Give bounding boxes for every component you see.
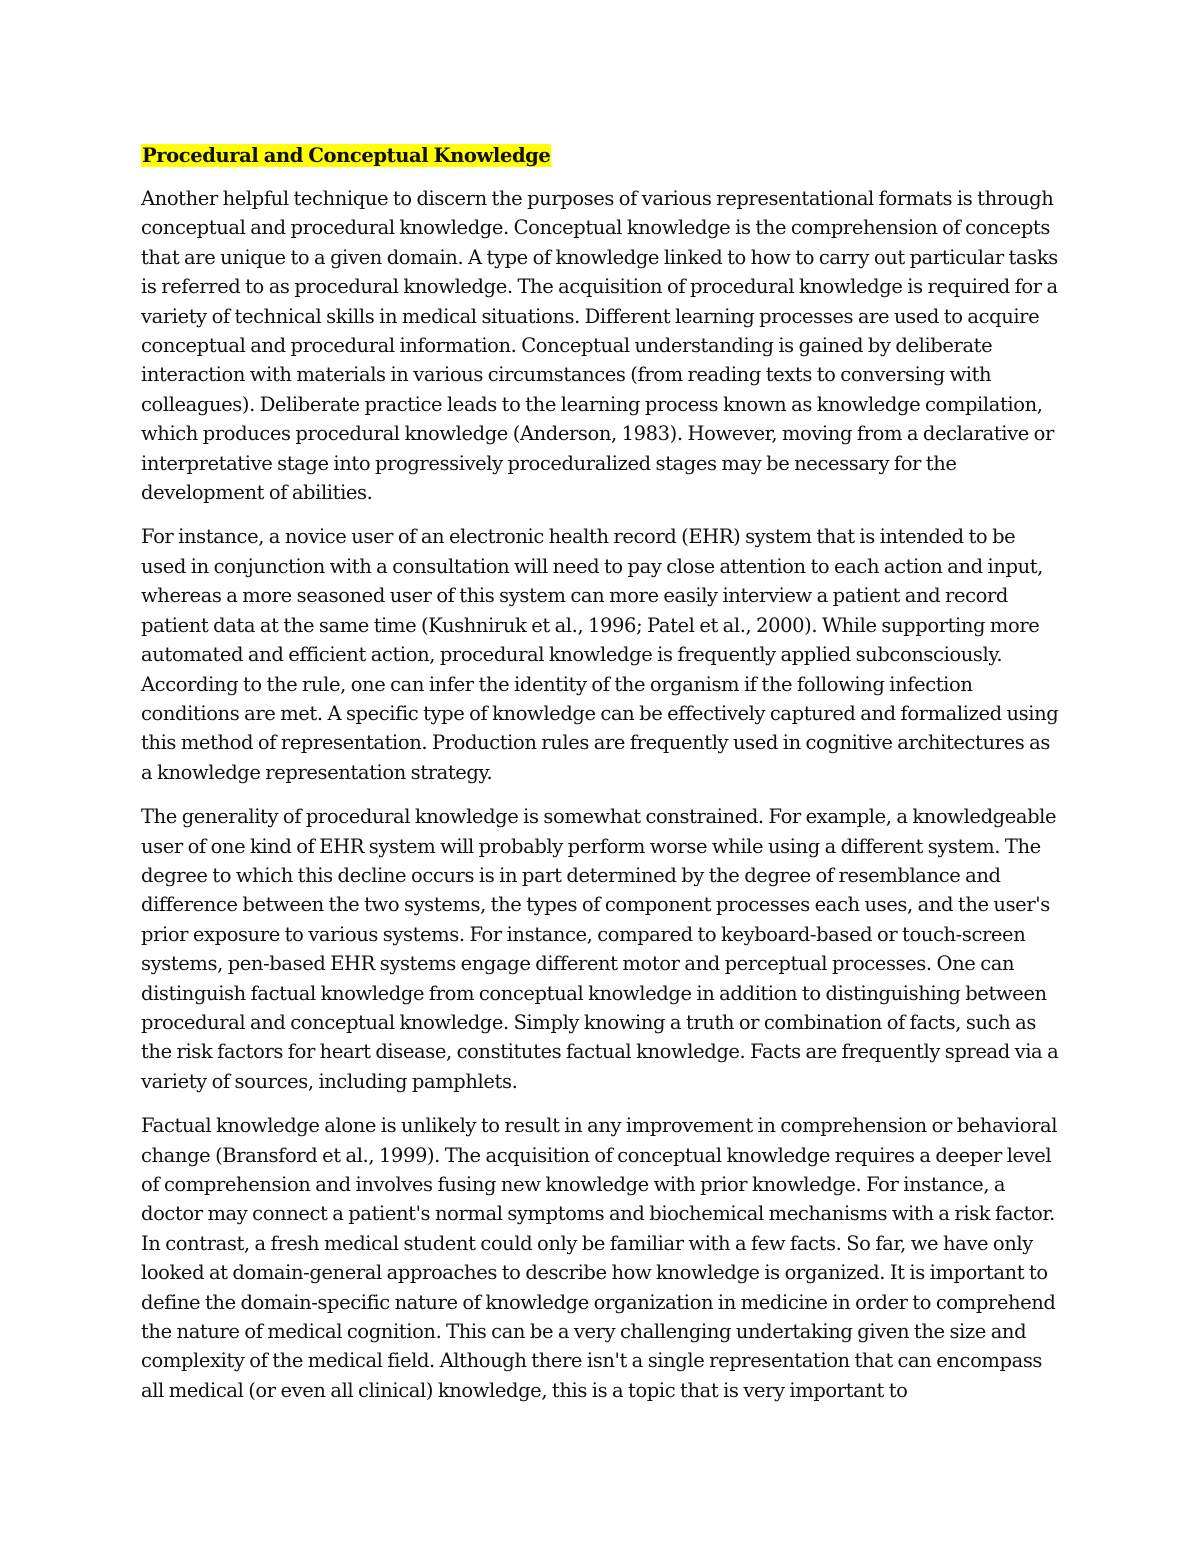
paragraph-2: For instance, a novice user of an electronic health record (EHR) system that is intended to be used in conjunction with a consultation will need to pay close attention to each action and input, whereas a more seasoned user of this system can more easily interview a patient and record patient data at the same time (Kushniruk et al., 1996; Patel et al., 2000). While supporting more automated and efficient action, procedural knowledge is frequently applied subconsciously. According to the rule, one can infer the identity of the organism if the following infection conditions are met. A specific type of knowledge can be effectively captured and formalized using this method of representation. Production rules are frequently used in cognitive architectures as a knowledge representation strategy. bbox=[141, 525, 1059, 784]
paragraph-1: Another helpful technique to discern the purposes of various representational formats is through conceptual and procedural knowledge. Conceptual knowledge is the comprehension of concepts that are unique to a given domain. A type of knowledge linked to how to carry out particular tasks is referred to as procedural knowledge. The acquisition of procedural knowledge is required for a variety of technical skills in medical situations. Different learning processes are used to acquire conceptual and procedural information. Conceptual understanding is gained by deliberate interaction with materials in various circumstances (from reading texts to conversing with colleagues). Deliberate practice leads to the learning process known as knowledge compilation, which produces procedural knowledge (Anderson, 1983). However, moving from a declarative or interpretative stage into progressively proceduralized stages may be necessary for the development of abilities. bbox=[141, 187, 1058, 505]
section-heading-text: Procedural and Conceptual Knowledge bbox=[142, 144, 551, 167]
section-heading bbox=[141, 141, 551, 170]
paragraph-4: Factual knowledge alone is unlikely to result in any improvement in comprehension or behavioral change (Bransford et al., 1999). The acquisition of conceptual knowledge requires a deeper level of comprehension and involves fusing new knowledge with prior knowledge. For instance, a doctor may connect a patient's normal symptoms and biochemical mechanisms with a risk factor. In contrast, a fresh medical student could only be familiar with a few facts. So far, we have only looked at domain-general approaches to describe how knowledge is organized. It is important to define the domain-specific nature of knowledge organization in medicine in order to comprehend the nature of medical cognition. This can be a very challenging undertaking given the size and complexity of the medical field. Although there isn't a single representation that can encompass all medical (or even all clinical) knowledge, this is a topic that is very important to bbox=[141, 1114, 1058, 1402]
paragraph-3: The generality of procedural knowledge is somewhat constrained. For example, a knowledgeable user of one kind of EHR system will probably perform worse while using a different system. The degree to which this decline occurs is in part determined by the degree of resemblance and difference between the two systems, the types of component processes each uses, and the user's prior exposure to various systems. For instance, compared to keyboard-based or touch-screen systems, pen-based EHR systems engage different motor and perceptual processes. One can distinguish factual knowledge from conceptual knowledge in addition to distinguishing between procedural and conceptual knowledge. Simply knowing a truth or combination of facts, such as the risk factors for heart disease, constitutes factual knowledge. Facts are frequently spread via a variety of sources, including pamphlets. bbox=[141, 805, 1059, 1093]
document-body bbox=[141, 141, 1061, 1420]
